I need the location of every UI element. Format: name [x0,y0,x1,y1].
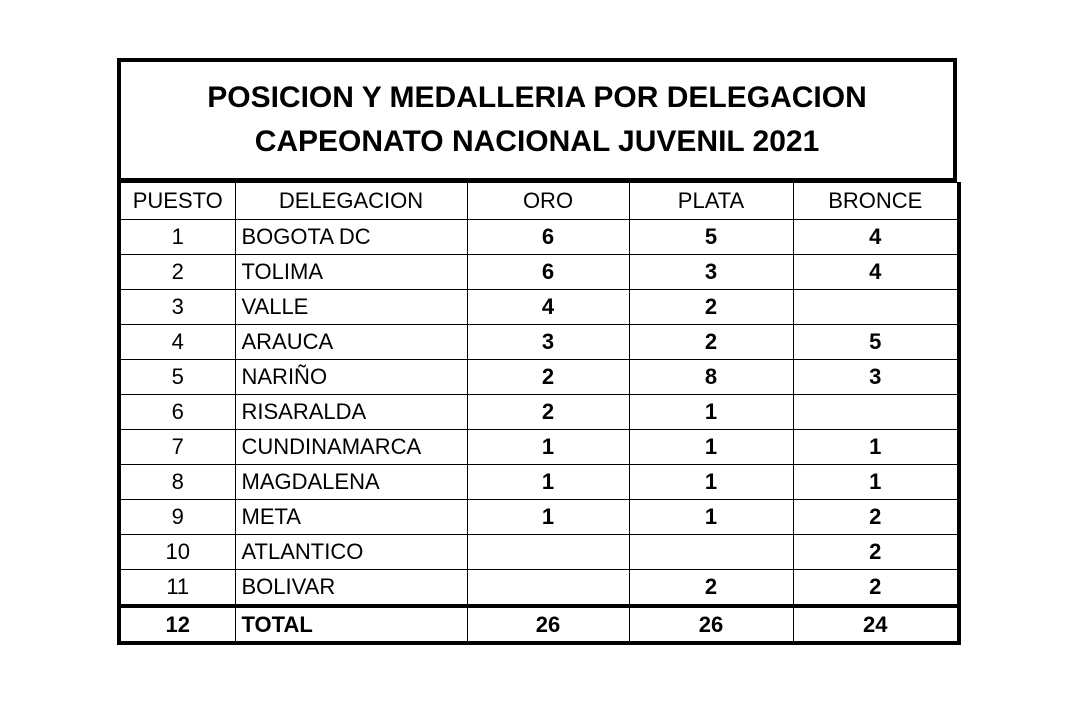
title-line-1: POSICION Y MEDALLERIA POR DELEGACION [207,81,867,114]
total-row [119,606,959,643]
cell-puesto: 6 [119,395,235,430]
cell-delegacion: TOLIMA [235,255,467,290]
table-row [119,325,959,360]
cell-delegacion: RISARALDA [235,395,467,430]
cell-plata: 2 [629,325,793,360]
cell-bronce: 1 [793,430,959,465]
table-row [119,500,959,535]
medal-table-sheet [117,58,957,645]
table-row [119,430,959,465]
cell-plata: 1 [629,465,793,500]
cell-oro: 1 [467,500,629,535]
cell-puesto: 2 [119,255,235,290]
cell-plata: 8 [629,360,793,395]
cell-delegacion: VALLE [235,290,467,325]
total-puesto: 12 [119,606,235,643]
cell-bronce: 2 [793,535,959,570]
table-row [119,255,959,290]
cell-delegacion: META [235,500,467,535]
table-row [119,395,959,430]
table-row [119,360,959,395]
cell-plata [629,535,793,570]
cell-bronce [793,290,959,325]
cell-plata: 1 [629,430,793,465]
table-row [119,570,959,607]
cell-delegacion: BOGOTA DC [235,220,467,255]
cell-oro: 4 [467,290,629,325]
cell-bronce: 2 [793,570,959,607]
table-row [119,535,959,570]
cell-delegacion: ARAUCA [235,325,467,360]
total-bronce: 24 [793,606,959,643]
cell-bronce: 4 [793,255,959,290]
title-line-2: CAPEONATO NACIONAL JUVENIL 2021 [254,125,820,158]
cell-puesto: 3 [119,290,235,325]
header-plata: PLATA [629,183,793,220]
total-oro: 26 [467,606,629,643]
table-row [119,290,959,325]
total-label: TOTAL [235,606,467,643]
cell-bronce: 1 [793,465,959,500]
cell-oro: 3 [467,325,629,360]
cell-oro: 1 [467,430,629,465]
cell-puesto: 1 [119,220,235,255]
cell-oro: 1 [467,465,629,500]
cell-plata: 1 [629,395,793,430]
header-delegacion: DELEGACION [235,183,467,220]
header-bronce: BRONCE [793,183,959,220]
cell-oro: 2 [467,360,629,395]
cell-delegacion: MAGDALENA [235,465,467,500]
cell-plata: 2 [629,570,793,607]
cell-puesto: 7 [119,430,235,465]
cell-puesto: 8 [119,465,235,500]
cell-plata: 2 [629,290,793,325]
cell-puesto: 10 [119,535,235,570]
cell-delegacion: BOLIVAR [235,570,467,607]
cell-plata: 1 [629,500,793,535]
cell-plata: 3 [629,255,793,290]
cell-delegacion: NARIÑO [235,360,467,395]
cell-delegacion: ATLANTICO [235,535,467,570]
cell-delegacion: CUNDINAMARCA [235,430,467,465]
cell-puesto: 5 [119,360,235,395]
cell-puesto: 4 [119,325,235,360]
cell-oro [467,570,629,607]
header-row [119,183,959,220]
cell-bronce: 3 [793,360,959,395]
table-row [119,220,959,255]
cell-oro: 6 [467,220,629,255]
cell-oro [467,535,629,570]
header-oro: ORO [467,183,629,220]
cell-puesto: 9 [119,500,235,535]
total-plata: 26 [629,606,793,643]
header-puesto: PUESTO [119,183,235,220]
title-box [117,58,957,182]
cell-puesto: 11 [119,570,235,607]
cell-oro: 6 [467,255,629,290]
cell-plata: 5 [629,220,793,255]
medal-table [117,182,961,645]
cell-bronce: 4 [793,220,959,255]
cell-bronce [793,395,959,430]
cell-bronce: 2 [793,500,959,535]
table-row [119,465,959,500]
cell-bronce: 5 [793,325,959,360]
cell-oro: 2 [467,395,629,430]
